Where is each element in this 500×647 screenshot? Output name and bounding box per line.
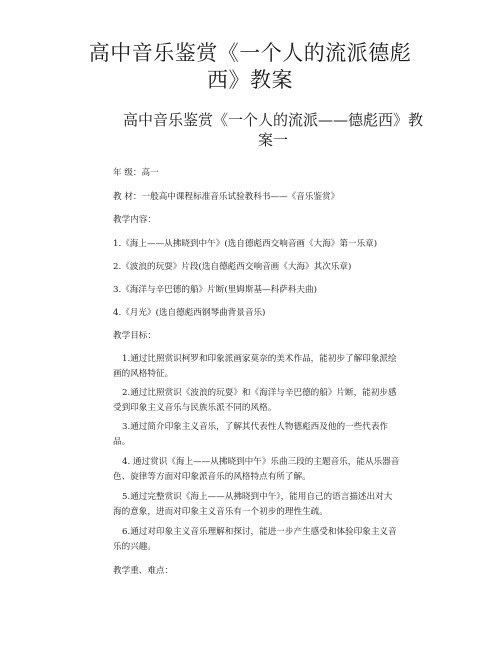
goal-item-line-2: 海的意象，进而对印象主义音乐有一个初步的理性生疏。: [113, 506, 328, 517]
goal-item-line-1: 3.通过简介印象主义音乐，了解其代表性人物德彪西及他的一些代表作: [122, 422, 389, 432]
content-item: 3.《海洋与辛巴德的船》片断(里姆斯基—科萨科夫曲): [113, 285, 317, 295]
goal-item-line-1: 4. 通过赏识《海上——从拂晓到中午》乐曲三段的主题音乐，能从乐器音: [122, 457, 400, 467]
document-title-line-2: 西》教案: [207, 68, 293, 92]
goal-item-line-2: 受到印象主义音乐与民族乐派不同的风格。: [113, 402, 277, 413]
goal-item-line-1: 6.通过对印象主义音乐理解和探讨，能进一步产生感受和体验印象主义音: [122, 527, 397, 537]
textbook-line: 教 材：一般高中课程标准音乐试验教科书——《音乐鉴赏》: [113, 192, 340, 202]
goal-item-line-2: 乐的兴趣。: [113, 541, 156, 552]
section-title-line-2: 案一: [257, 131, 288, 149]
key-points-heading: 教学重、难点：: [113, 566, 174, 576]
content-item: 4.《月光》(选自德彪西钢琴曲背景音乐): [113, 308, 266, 318]
goal-item: [113, 352, 439, 381]
document-title: [60, 40, 440, 94]
section-title: [108, 110, 438, 150]
goal-item-line-1: 1.通过比照赏识柯罗和印象派画家莫奈的美术作品，能初步了解印象派绘: [122, 354, 397, 364]
goal-item-line-1: 5.通过完整赏识《海上——从拂晓到中午》，能用自己的语言描述出对大: [122, 492, 393, 502]
goal-item: [113, 420, 439, 449]
goal-item: [113, 525, 439, 554]
goal-item: [113, 455, 439, 484]
goal-item: [113, 386, 439, 415]
goal-item-line-2: 品。: [113, 436, 131, 447]
document-title-line-1: 高中音乐鉴赏《一个人的流派德彪: [88, 41, 412, 65]
goal-item-line-2: 色、旋律等方面对印象派音乐的风格特点有所了解。: [113, 471, 311, 482]
goal-item: [113, 490, 439, 519]
content-heading: 教学内容：: [113, 215, 156, 225]
content-item: 2.《波浪的玩耍》片段(选自德彪西交响音画《大海》其次乐章): [113, 262, 352, 272]
goals-heading: 教学目标：: [113, 331, 156, 341]
section-title-line-1: 高中音乐鉴赏《一个人的流派——德彪西》教: [122, 111, 423, 129]
grade-line: 年 级：高一: [113, 168, 159, 178]
goal-item-line-1: 2.通过比照赏识《波浪的玩耍》和《海洋与辛巴德的船》片断，能初步感: [122, 388, 397, 398]
content-item: 1.《海上——从拂晓到中午》(选自德彪西交响音画《大海》第一乐章): [113, 239, 378, 249]
goal-item-line-2: 画的风格特征。: [113, 368, 174, 379]
